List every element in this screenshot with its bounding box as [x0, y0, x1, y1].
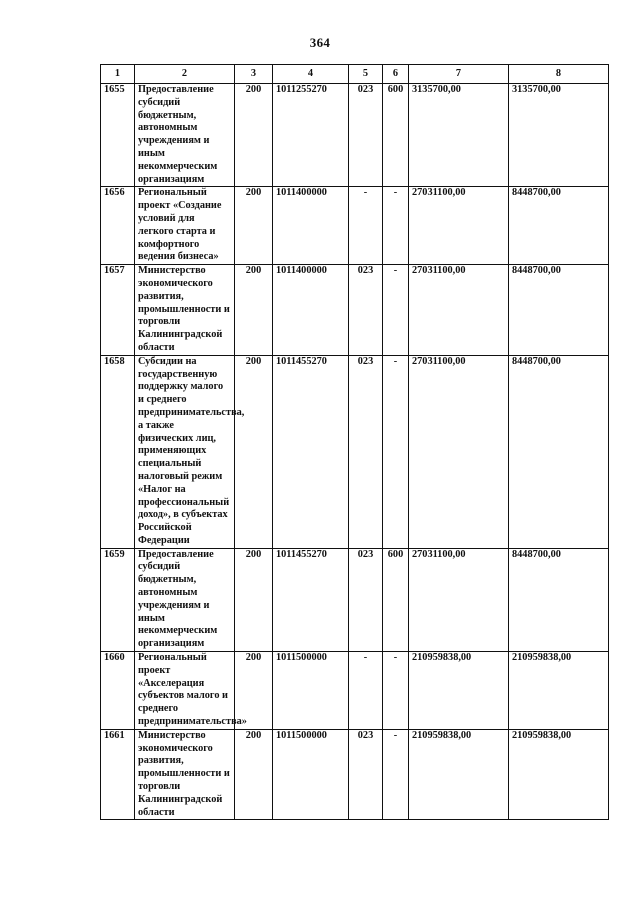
row-amount-1: 210959838,00: [409, 652, 509, 730]
row-section-code: 023: [349, 548, 383, 651]
row-name: Субсидии на государственную поддержку малого и среднего предпринимательства, а также физических лиц, применяющих специальный налоговый режим «Налог на профессиональный доход», в субъектах Российской Федерации: [135, 355, 235, 548]
row-amount-2: 8448700,00: [509, 187, 609, 265]
row-amount-1: 27031100,00: [409, 265, 509, 356]
row-ministry-code: 200: [235, 729, 273, 820]
row-amount-1: 210959838,00: [409, 729, 509, 820]
column-header: 3: [235, 65, 273, 84]
column-header: 4: [273, 65, 349, 84]
column-header: 7: [409, 65, 509, 84]
table-body: [101, 84, 609, 820]
table-row: [101, 652, 609, 730]
row-expense-type: 600: [383, 84, 409, 187]
row-section-code: -: [349, 187, 383, 265]
row-target-code: 1011500000: [273, 652, 349, 730]
row-expense-type: 600: [383, 548, 409, 651]
row-target-code: 1011400000: [273, 265, 349, 356]
page-number: 364: [309, 35, 331, 50]
row-amount-2: 8448700,00: [509, 265, 609, 356]
row-target-code: 1011400000: [273, 187, 349, 265]
column-header: 2: [135, 65, 235, 84]
row-expense-type: -: [383, 355, 409, 548]
row-name: Региональный проект «Создание условий для легкого старта и комфортного ведения бизнеса»: [135, 187, 235, 265]
row-number: 1658: [101, 355, 135, 548]
table-header: [101, 65, 609, 84]
table-row: [101, 729, 609, 820]
table-row: [101, 548, 609, 651]
row-section-code: 023: [349, 355, 383, 548]
row-ministry-code: 200: [235, 187, 273, 265]
row-ministry-code: 200: [235, 265, 273, 356]
row-name: Предоставление субсидий бюджетным, автономным учреждениям и иным некоммерческим организациям: [135, 548, 235, 651]
row-amount-1: 27031100,00: [409, 355, 509, 548]
row-target-code: 1011500000: [273, 729, 349, 820]
row-target-code: 1011455270: [273, 548, 349, 651]
row-number: 1660: [101, 652, 135, 730]
row-number: 1656: [101, 187, 135, 265]
row-section-code: -: [349, 652, 383, 730]
row-target-code: 1011455270: [273, 355, 349, 548]
row-amount-2: 210959838,00: [509, 652, 609, 730]
row-expense-type: -: [383, 265, 409, 356]
column-header: 5: [349, 65, 383, 84]
table-row: [101, 84, 609, 187]
row-number: 1659: [101, 548, 135, 651]
row-name: Региональный проект «Акселерация субъектов малого и среднего предпринимательства»: [135, 652, 235, 730]
row-amount-2: 8448700,00: [509, 355, 609, 548]
column-header: 1: [101, 65, 135, 84]
row-amount-2: 210959838,00: [509, 729, 609, 820]
row-section-code: 023: [349, 729, 383, 820]
row-section-code: 023: [349, 84, 383, 187]
row-ministry-code: 200: [235, 84, 273, 187]
row-name: Министерство экономического развития, промышленности и торговли Калининградской области: [135, 265, 235, 356]
column-header: 8: [509, 65, 609, 84]
table-row: [101, 265, 609, 356]
column-header: 6: [383, 65, 409, 84]
table-row: [101, 355, 609, 548]
row-name: Предоставление субсидий бюджетным, автономным учреждениям и иным некоммерческим организациям: [135, 84, 235, 187]
table-row: [101, 187, 609, 265]
row-ministry-code: 200: [235, 548, 273, 651]
row-amount-2: 8448700,00: [509, 548, 609, 651]
row-expense-type: -: [383, 187, 409, 265]
row-amount-1: 27031100,00: [409, 187, 509, 265]
row-ministry-code: 200: [235, 652, 273, 730]
row-amount-1: 3135700,00: [409, 84, 509, 187]
budget-table: [100, 64, 609, 820]
row-number: 1661: [101, 729, 135, 820]
row-expense-type: -: [383, 729, 409, 820]
row-amount-1: 27031100,00: [409, 548, 509, 651]
row-number: 1655: [101, 84, 135, 187]
row-expense-type: -: [383, 652, 409, 730]
row-name: Министерство экономического развития, промышленности и торговли Калининградской области: [135, 729, 235, 820]
row-number: 1657: [101, 265, 135, 356]
row-target-code: 1011255270: [273, 84, 349, 187]
row-ministry-code: 200: [235, 355, 273, 548]
row-amount-2: 3135700,00: [509, 84, 609, 187]
header-row: [101, 65, 609, 84]
row-section-code: 023: [349, 265, 383, 356]
